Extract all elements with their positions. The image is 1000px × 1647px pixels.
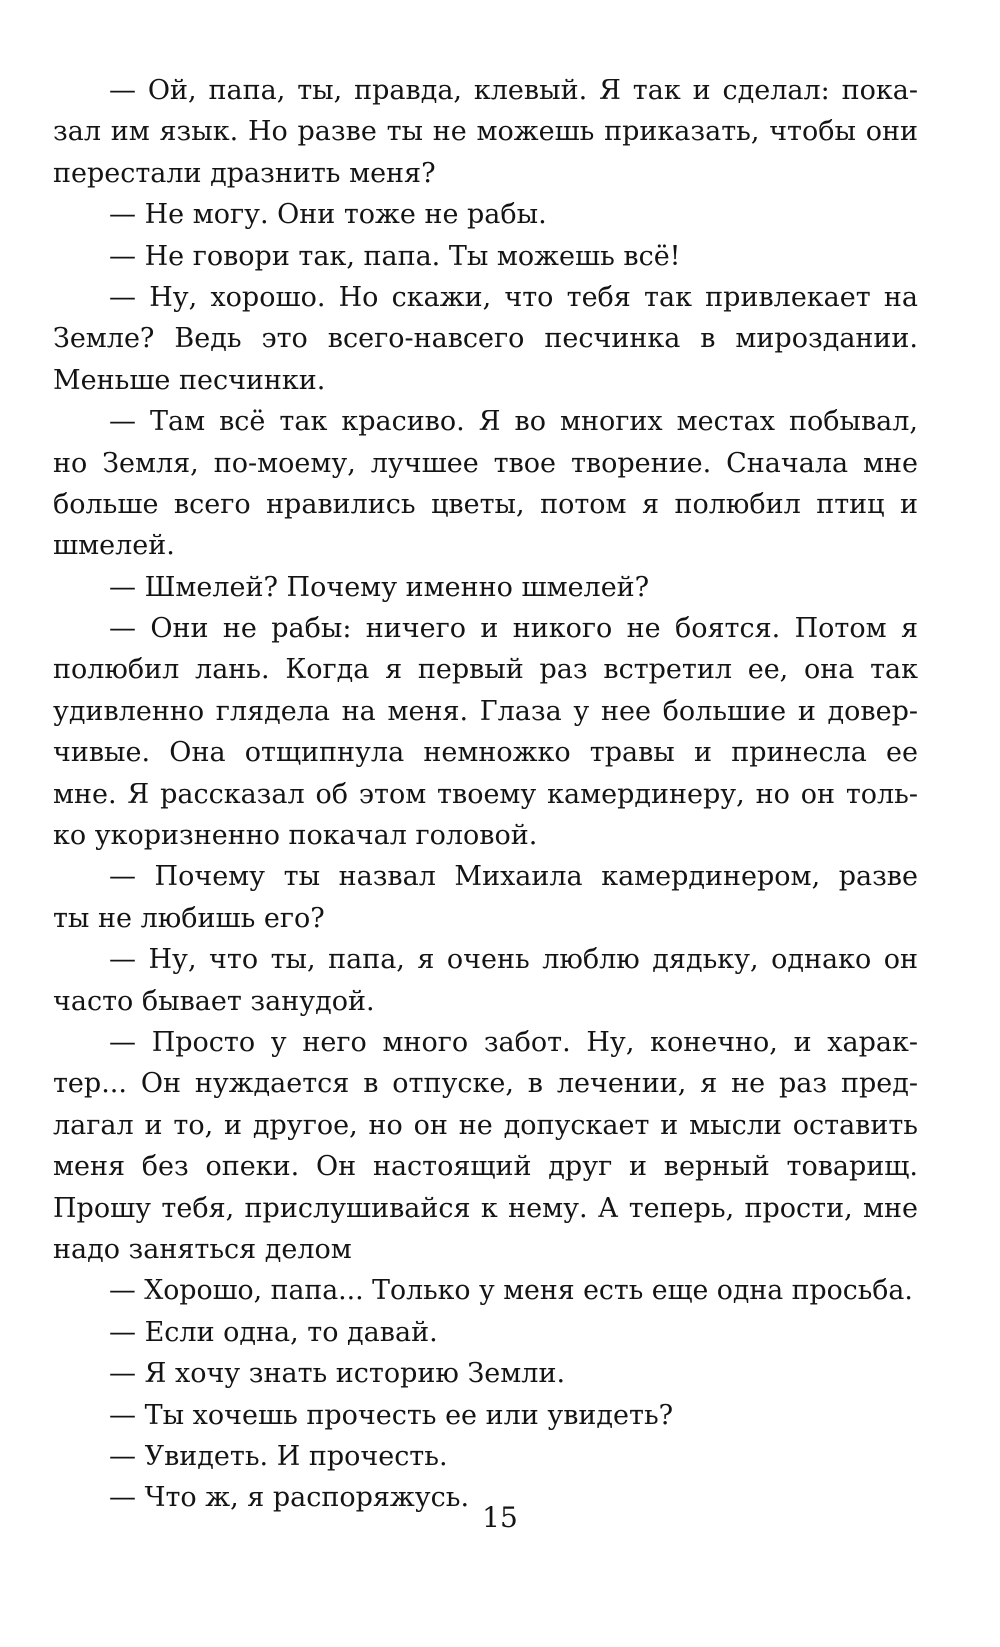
text-line: лагал и то, и другое, но он не допускает и мысли оставить <box>53 1109 918 1141</box>
text-line: — Просто у него много забот. Ну, конечно, и харак- <box>109 1026 918 1058</box>
text-line: меня без опеки. Он настоящий друг и верный товарищ. <box>53 1151 918 1183</box>
text-line: — Ой, папа, ты, правда, клевый. Я так и сделал: пока- <box>109 75 918 106</box>
text-line: тер... Он нуждается в отпуске, в лечении, я не раз пред- <box>53 1068 918 1100</box>
text-line: мне. Я рассказал об этом твоему камердинеру, но он толь- <box>53 778 918 810</box>
text-line: надо заняться делом <box>53 1233 352 1265</box>
text-line: — Они не рабы: ничего и никого не боятся. Потом я <box>109 613 918 645</box>
text-line: больше всего нравились цветы, потом я полюбил птиц и <box>53 488 918 520</box>
body-text <box>53 70 918 1519</box>
text-line: — Там всё так красиво. Я во многих местах побывал, <box>109 406 918 438</box>
text-line: — Почему ты назвал Михаила камердинером, разве <box>109 861 918 893</box>
text-line: — Что ж, я распоряжусь. <box>109 1482 470 1514</box>
text-line: — Ну, что ты, папа, я очень люблю дядьку, однако он <box>109 944 918 976</box>
text-line: — Если одна, то давай. <box>109 1316 438 1348</box>
text-line: но Земля, по-моему, лучшее твое творение. Сначала мне <box>53 447 918 479</box>
text-line: шмелей. <box>53 530 175 562</box>
text-line: — Хорошо, папа... Только у меня есть еще одна просьба. <box>109 1275 913 1307</box>
text-line: ты не любишь его? <box>53 902 325 934</box>
text-line: удивленно глядела на меня. Глаза у нее большие и довер- <box>53 695 918 727</box>
text-line: ко укоризненно покачал головой. <box>53 820 538 852</box>
text-line: — Ты хочешь прочесть ее или увидеть? <box>109 1399 674 1431</box>
text-line: — Не говори так, папа. Ты можешь всё! <box>109 240 681 272</box>
text-line: полюбил лань. Когда я первый раз встретил ее, она так <box>53 654 918 686</box>
page-number: 15 <box>482 1501 518 1534</box>
text-line: зал им язык. Но разве ты не можешь приказать, чтобы они <box>53 116 918 148</box>
text-line: Прошу тебя, прислушивайся к нему. А теперь, прости, мне <box>53 1192 918 1224</box>
text-line: — Не могу. Они тоже не рабы. <box>109 199 547 231</box>
text-line: — Ну, хорошо. Но скажи, что тебя так привлекает на <box>109 281 918 313</box>
text-line: Земле? Ведь это всего-навсего песчинка в мироздании. <box>53 323 918 355</box>
text-line: — Я хочу знать историю Земли. <box>109 1358 566 1390</box>
text-line: — Шмелей? Почему именно шмелей? <box>109 571 650 603</box>
text-line: часто бывает занудой. <box>53 985 375 1017</box>
text-line: Меньше песчинки. <box>53 364 326 396</box>
text-line: чивые. Она отщипнула немножко травы и принесла ее <box>53 737 918 769</box>
text-line: перестали дразнить меня? <box>53 157 436 189</box>
text-line: — Увидеть. И прочесть. <box>109 1440 448 1472</box>
